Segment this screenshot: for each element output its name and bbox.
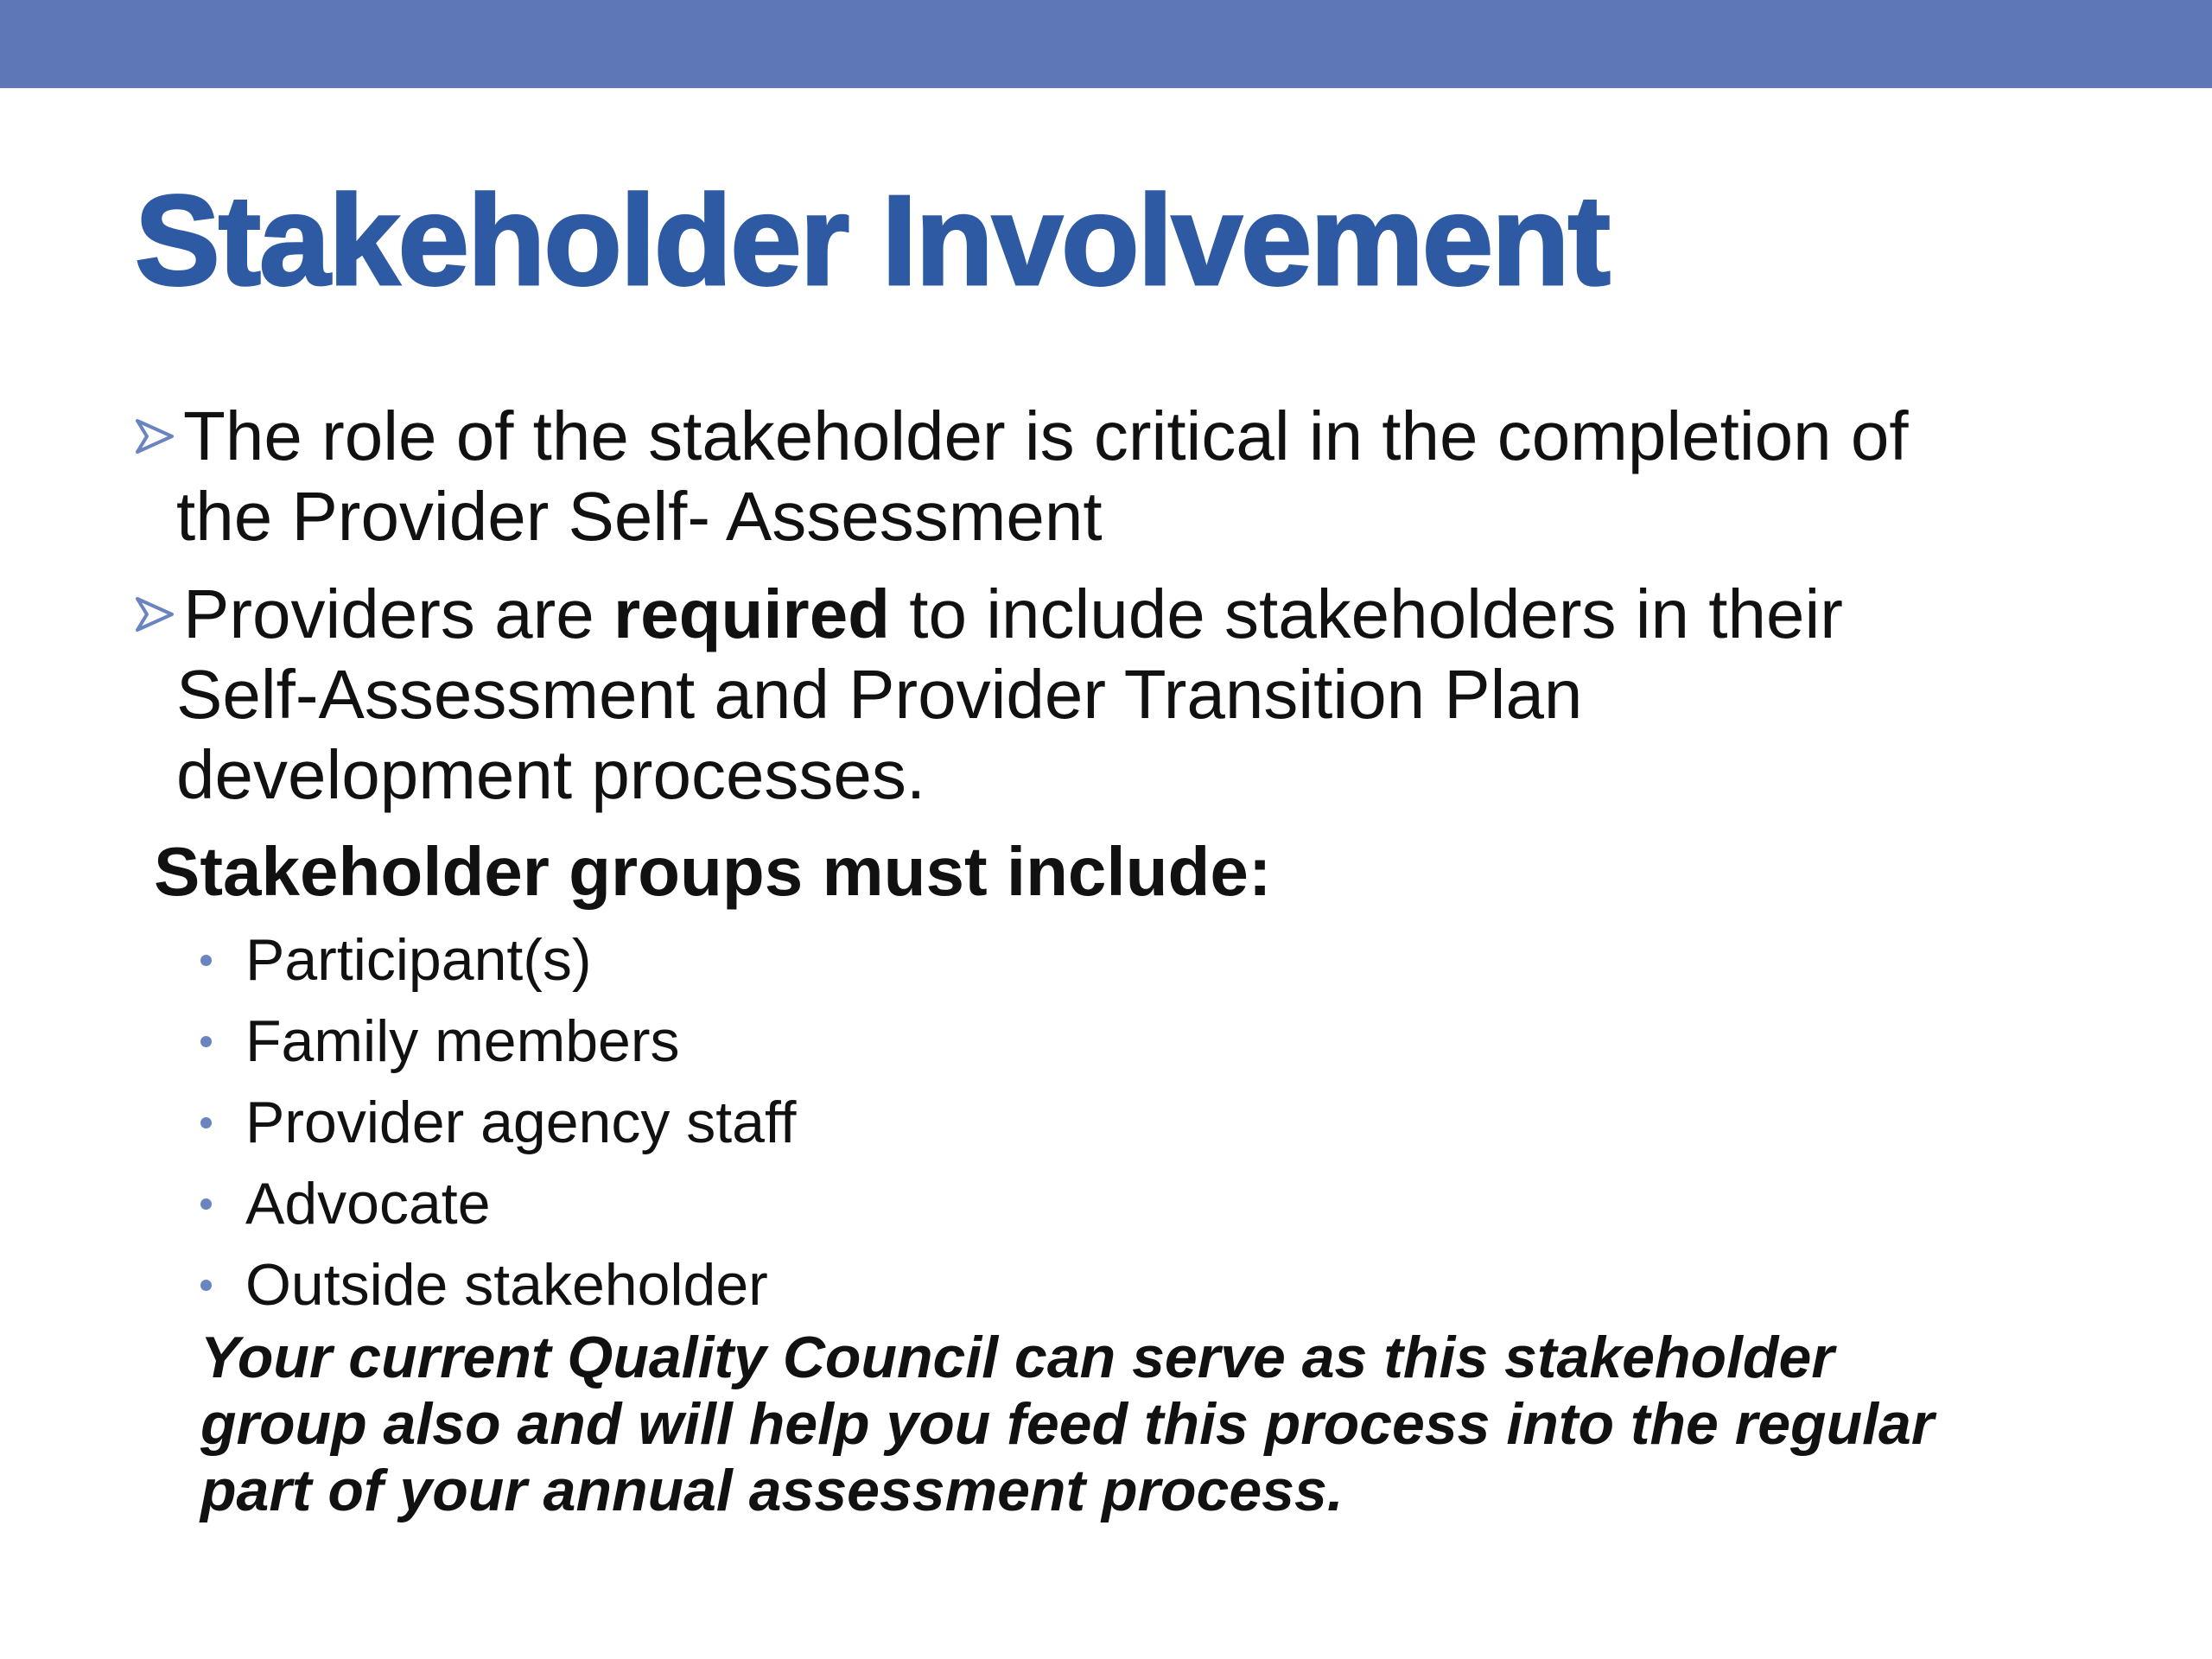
arrow-bullet-icon — [135, 594, 175, 634]
bullet-item — [135, 396, 2122, 556]
emphasis-required: required — [613, 575, 891, 652]
note-line: part of your annual assessment process. — [200, 1458, 1344, 1523]
bullet-text-line: the Provider Self- Assessment — [176, 478, 1103, 555]
list-item-label: Outside stakeholder — [245, 1252, 768, 1318]
dot-bullet-icon — [200, 1280, 212, 1291]
list-item — [197, 919, 797, 1001]
list-item — [197, 1001, 797, 1082]
arrow-bullet-icon — [135, 416, 175, 456]
groups-heading: Stakeholder groups must include: — [154, 833, 1272, 910]
dot-bullet-icon — [200, 1198, 212, 1210]
list-item — [197, 1244, 797, 1325]
list-item-label: Advocate — [245, 1171, 491, 1236]
bullet-text-segment: to include stakeholders in their — [890, 575, 1843, 652]
bullet-item — [135, 574, 2122, 815]
bullet-text-line: development processes. — [176, 736, 926, 813]
list-item-label: Participant(s) — [245, 927, 592, 993]
dot-bullet-icon — [200, 1117, 212, 1128]
list-item-label: Family members — [245, 1008, 680, 1074]
bullet-text-line — [135, 574, 2122, 654]
note-line: Your current Quality Council can serve as this stakeholder — [200, 1325, 1834, 1390]
note-line: group also and will help you feed this process into the regular — [200, 1391, 1935, 1457]
quality-council-note — [200, 1325, 1934, 1524]
dot-bullet-icon — [200, 1036, 212, 1047]
bullet-text-line: Self-Assessment and Provider Transition Plan — [176, 656, 1583, 733]
list-item — [197, 1163, 797, 1244]
list-item-label: Provider agency staff — [245, 1090, 797, 1155]
dot-bullet-icon — [200, 955, 212, 966]
bullet-text-line: The role of the stakeholder is critical in the completion of — [183, 397, 1909, 474]
list-item — [197, 1082, 797, 1163]
bullet-text-segment: Providers are — [183, 575, 613, 652]
slide-title: Stakeholder Involvement — [135, 169, 1609, 312]
top-accent-bar — [0, 0, 2212, 88]
stakeholder-group-list — [197, 919, 797, 1325]
